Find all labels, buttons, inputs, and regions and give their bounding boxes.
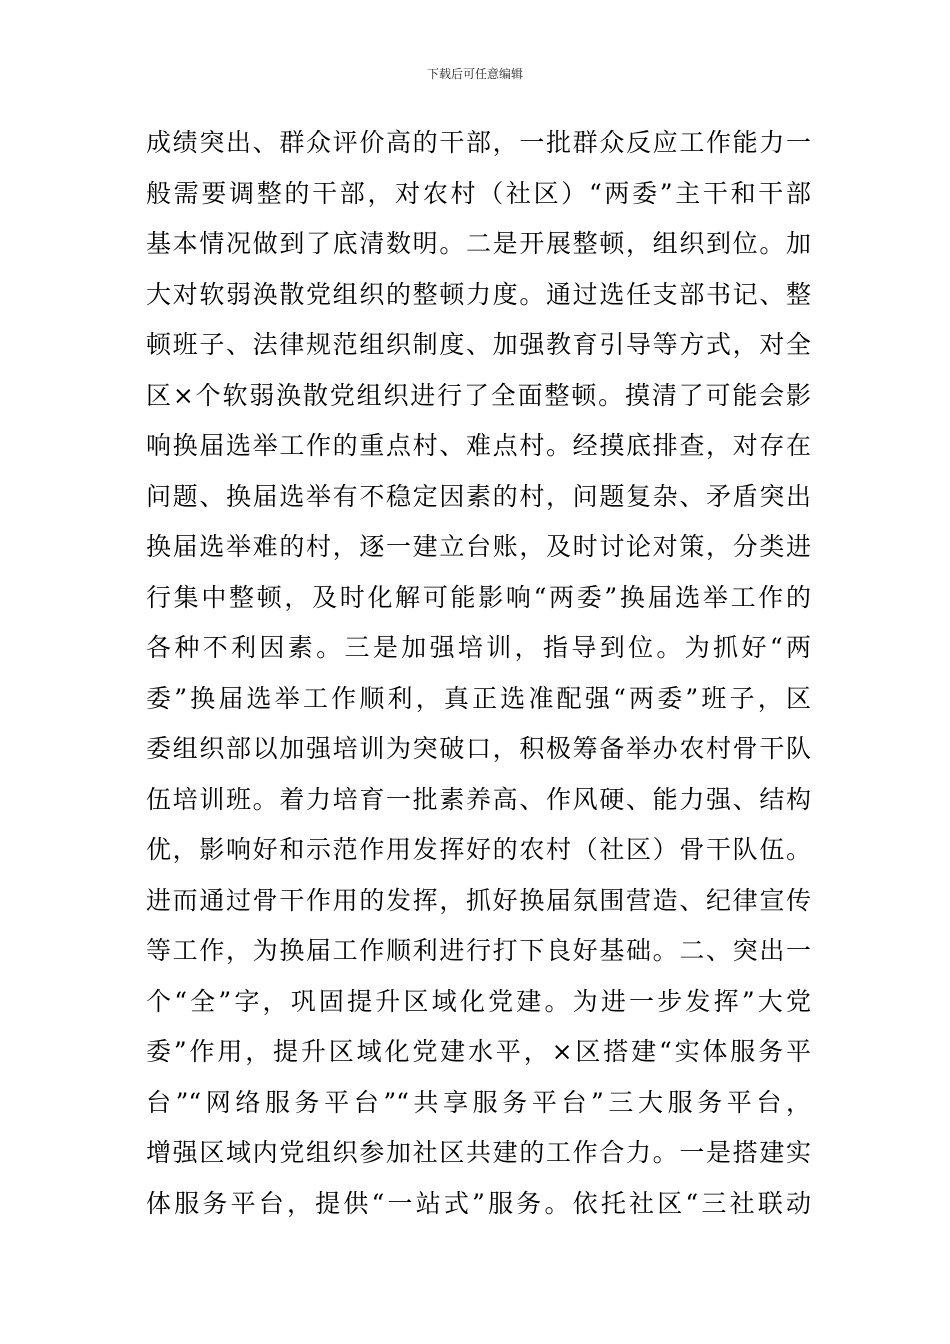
body-line: 等工作，为换届工作顺利进行打下良好基础。二、突出一 [146,936,811,965]
body-line: 委组织部以加强培训为突破口，积极筹备举办农村骨干队 [146,734,811,763]
document-body [146,124,811,1235]
body-line: 委”作用，提升区域化党建水平，×区搭建“实体服务平 [146,1037,811,1066]
body-line: 行集中整顿，及时化解可能影响“两委”换届选举工作的 [146,582,811,612]
page-header: 下载后可任意编辑 [426,67,523,81]
body-line: 个“全”字，巩固提升区域化党建。为进一步发挥”大党 [146,986,811,1016]
body-line: 增强区域内党组织参加社区共建的工作合力。一是搭建实 [146,1138,811,1167]
body-line: 各种不利因素。三是加强培训，指导到位。为抓好“两 [146,633,811,662]
body-line: 进而通过骨干作用的发挥，抓好换届氛围营造、纪律宣传 [146,885,811,915]
body-line: 基本情况做到了底清数明。二是开展整顿，组织到位。加 [146,229,811,258]
body-line: 顿班子、法律规范组织制度、加强教育引导等方式，对全 [146,330,811,359]
body-line: 问题、换届选举有不稳定因素的村，问题复杂、矛盾突出 [146,481,811,511]
body-line: 台”“网络服务平台”“共享服务平台”三大服务平台， [146,1087,811,1117]
body-line: 伍培训班。着力培育一批素养高、作风硬、能力强、结构 [146,784,811,814]
body-line: 响换届选举工作的重点村、难点村。经摸底排查，对存在 [146,431,811,460]
body-line: 般需要调整的干部，对农村（社区）“两委”主干和干部 [146,178,811,208]
body-line: 区×个软弱涣散党组织进行了全面整顿。摸清了可能会影 [146,380,811,410]
body-line: 体服务平台，提供“一站式”服务。依托社区“三社联动 [146,1188,811,1218]
body-line: 换届选举难的村，逐一建立台账，及时讨论对策，分类进 [146,532,811,561]
body-line: 委”换届选举工作顺利，真正选准配强“两委”班子，区 [146,683,811,713]
body-line: 优，影响好和示范作用发挥好的农村（社区）骨干队伍。 [146,835,811,864]
body-line: 大对软弱涣散党组织的整顿力度。通过选任支部书记、整 [146,279,811,309]
body-line: 成绩突出、群众评价高的干部，一批群众反应工作能力一 [146,128,811,157]
